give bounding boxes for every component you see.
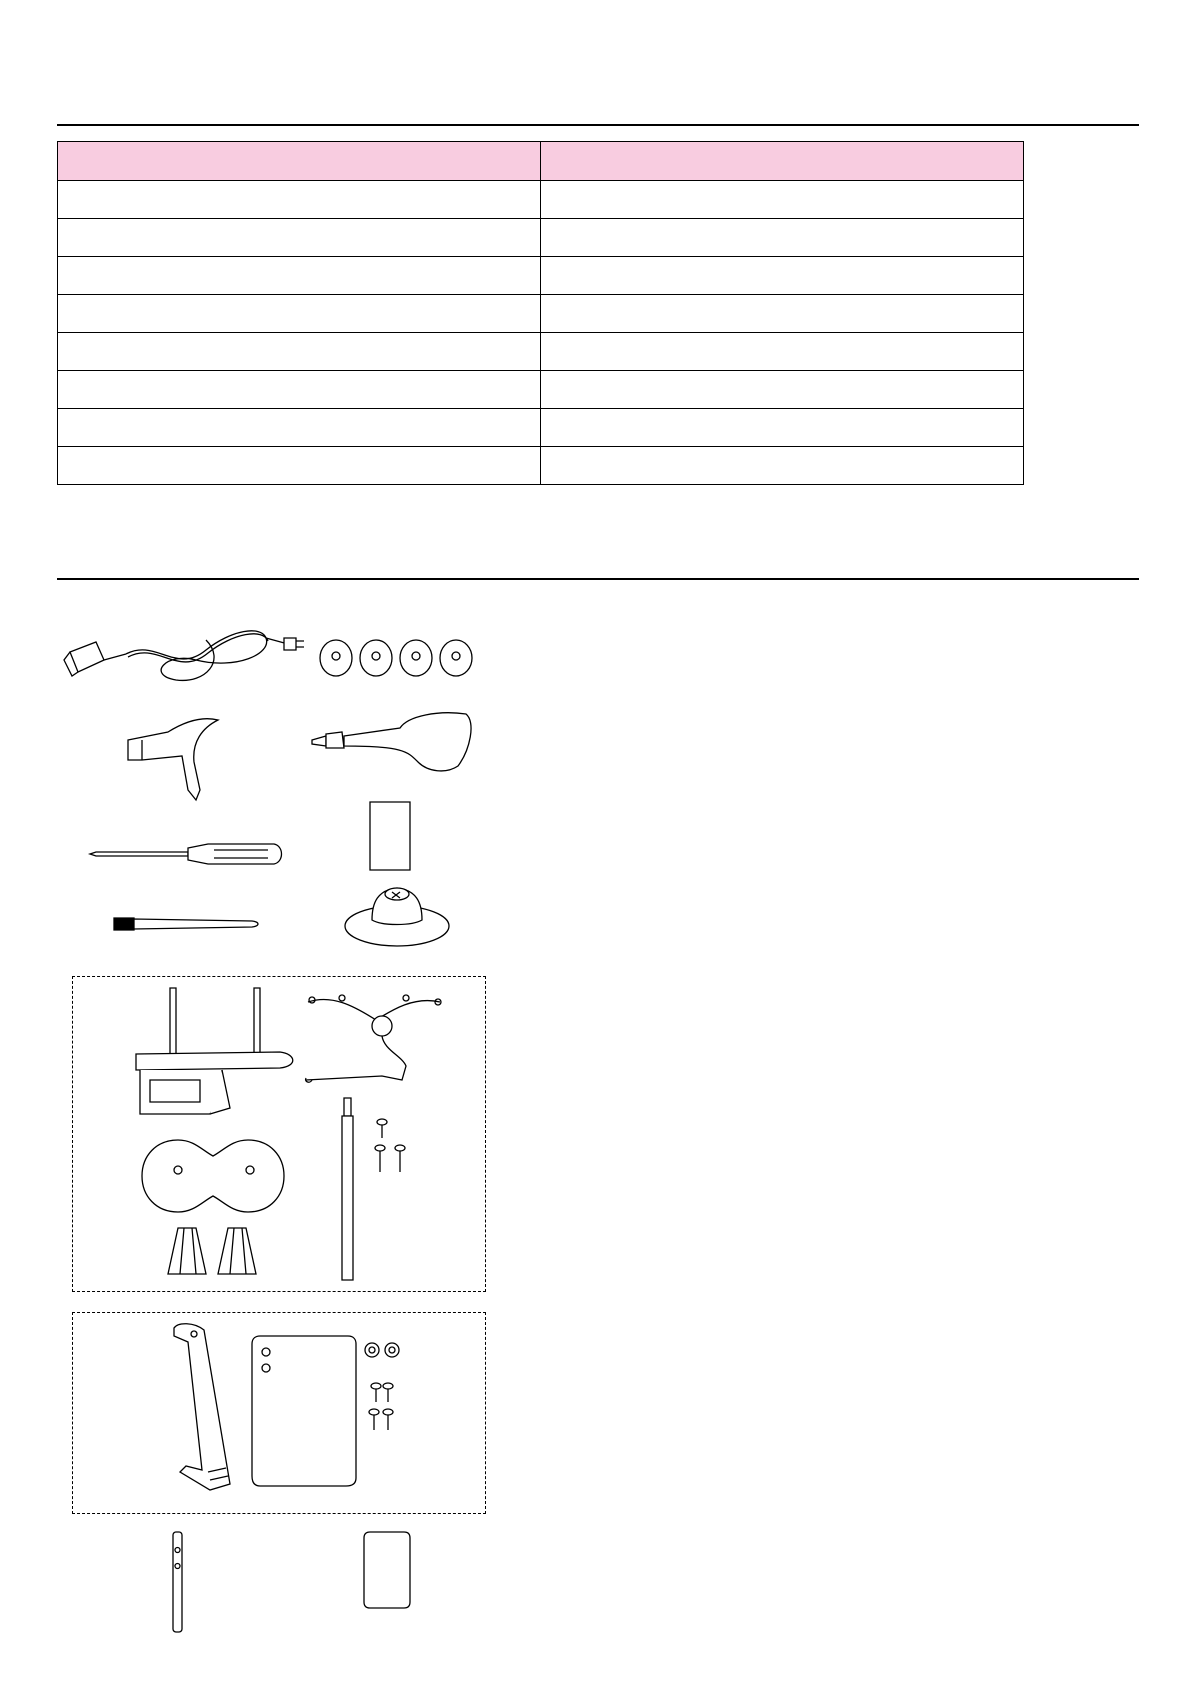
section-rule-accessories	[57, 578, 1139, 580]
plate-illustration	[250, 1334, 358, 1488]
table-cell	[541, 333, 1024, 371]
table-cell	[58, 257, 541, 295]
hex-wrench-illustration	[122, 712, 232, 802]
table-cell	[58, 409, 541, 447]
table-row	[58, 409, 1024, 447]
table-cell	[541, 295, 1024, 333]
table-row	[58, 295, 1024, 333]
table-cell	[58, 447, 541, 485]
table-cell	[58, 181, 541, 219]
table-cell	[58, 295, 541, 333]
pin-illustration	[168, 1530, 188, 1634]
lint-brush-illustration	[112, 914, 262, 934]
table-row	[58, 181, 1024, 219]
table-row	[58, 257, 1024, 295]
power-cord-illustration	[56, 620, 296, 700]
table-cell	[58, 371, 541, 409]
header-cell-right	[541, 142, 1024, 181]
washers-screws-illustration	[362, 1340, 422, 1438]
wire-thread-guide-illustration	[302, 990, 452, 1086]
table-cell	[58, 219, 541, 257]
table-cell	[541, 447, 1024, 485]
table-cell	[541, 409, 1024, 447]
spools-illustration	[318, 638, 478, 680]
base-plate-illustration	[138, 1136, 288, 1216]
table-cell	[58, 333, 541, 371]
table-row	[58, 219, 1024, 257]
small-cover-illustration	[362, 1530, 412, 1610]
spool-holders-illustration	[166, 1224, 266, 1280]
screws-illustration	[374, 1116, 414, 1178]
table-cell	[541, 371, 1024, 409]
pole-illustration	[340, 1096, 356, 1282]
screwdriver-illustration	[88, 838, 288, 870]
table-row	[58, 447, 1024, 485]
needle-pack-illustration	[368, 800, 412, 872]
table-cell	[541, 219, 1024, 257]
tweezers-illustration	[308, 710, 478, 778]
spool-cap-illustration	[342, 880, 452, 950]
header-cell-left	[58, 142, 541, 181]
table-cell	[541, 257, 1024, 295]
specifications-table	[57, 141, 1024, 485]
table-row	[58, 371, 1024, 409]
section-rule-top	[57, 124, 1139, 126]
thread-stand-base-illustration	[130, 984, 300, 1116]
table-cell	[541, 181, 1024, 219]
table-row	[58, 333, 1024, 371]
bent-bracket-illustration	[168, 1320, 238, 1498]
table-header-row	[58, 142, 1024, 181]
